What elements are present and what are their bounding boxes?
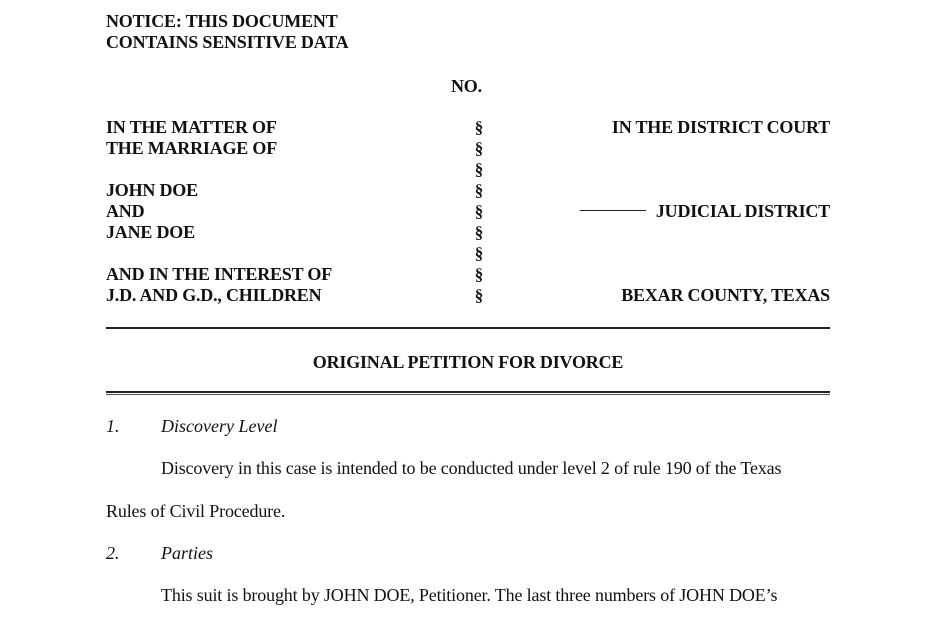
section-symbol-column xyxy=(472,117,486,306)
section-symbol: § xyxy=(474,223,484,242)
judicial-district-label: JUDICIAL DISTRICT xyxy=(655,201,830,221)
party-2-name: JANE DOE xyxy=(106,222,195,242)
matter-line-1: IN THE MATTER OF xyxy=(106,117,277,137)
section-symbol: § xyxy=(474,139,484,158)
section-heading-discovery-level xyxy=(106,416,506,438)
interest-line-1: AND IN THE INTEREST OF xyxy=(106,264,332,284)
section-number: 2. xyxy=(106,543,120,563)
caption-left-column xyxy=(106,117,332,306)
interest-line-2: J.D. AND G.D., CHILDREN xyxy=(106,285,322,305)
notice-line-1: NOTICE: THIS DOCUMENT xyxy=(106,11,338,31)
section-1-paragraph-line-2: Rules of Civil Procedure. xyxy=(106,501,286,521)
section-1-paragraph-line-1: Discovery in this case is intended to be conducted under level 2 of rule 190 of the Texas xyxy=(161,458,782,478)
matter-line-2: THE MARRIAGE OF xyxy=(106,138,278,158)
court-name: IN THE DISTRICT COURT xyxy=(611,117,830,137)
county-name: BEXAR COUNTY, TEXAS xyxy=(621,285,830,305)
district-number-blank xyxy=(580,210,646,211)
section-symbol: § xyxy=(474,118,484,137)
section-heading-parties xyxy=(106,543,506,565)
title-bottom-rule-thin xyxy=(106,394,830,395)
section-symbol: § xyxy=(474,181,484,200)
section-2-paragraph-line-1: This suit is brought by JOHN DOE, Petitioner. The last three numbers of JOHN DOE’s xyxy=(161,585,778,605)
sensitive-data-notice xyxy=(106,11,348,53)
judicial-district xyxy=(580,201,830,222)
section-symbol: § xyxy=(474,265,484,284)
section-number: 1. xyxy=(106,416,120,436)
party-1-name: JOHN DOE xyxy=(106,180,198,200)
document-title: ORIGINAL PETITION FOR DIVORCE xyxy=(312,352,624,372)
section-symbol: § xyxy=(474,244,484,263)
notice-line-2: CONTAINS SENSITIVE DATA xyxy=(106,32,349,52)
case-number-label: NO. xyxy=(451,76,482,96)
party-conjunction: AND xyxy=(106,201,145,221)
section-symbol: § xyxy=(474,160,484,179)
section-title: Discovery Level xyxy=(161,416,278,436)
section-title: Parties xyxy=(161,543,213,563)
section-symbol: § xyxy=(474,286,484,305)
section-symbol: § xyxy=(474,202,484,221)
title-top-rule xyxy=(106,327,830,329)
title-bottom-rule-thick xyxy=(106,391,830,393)
